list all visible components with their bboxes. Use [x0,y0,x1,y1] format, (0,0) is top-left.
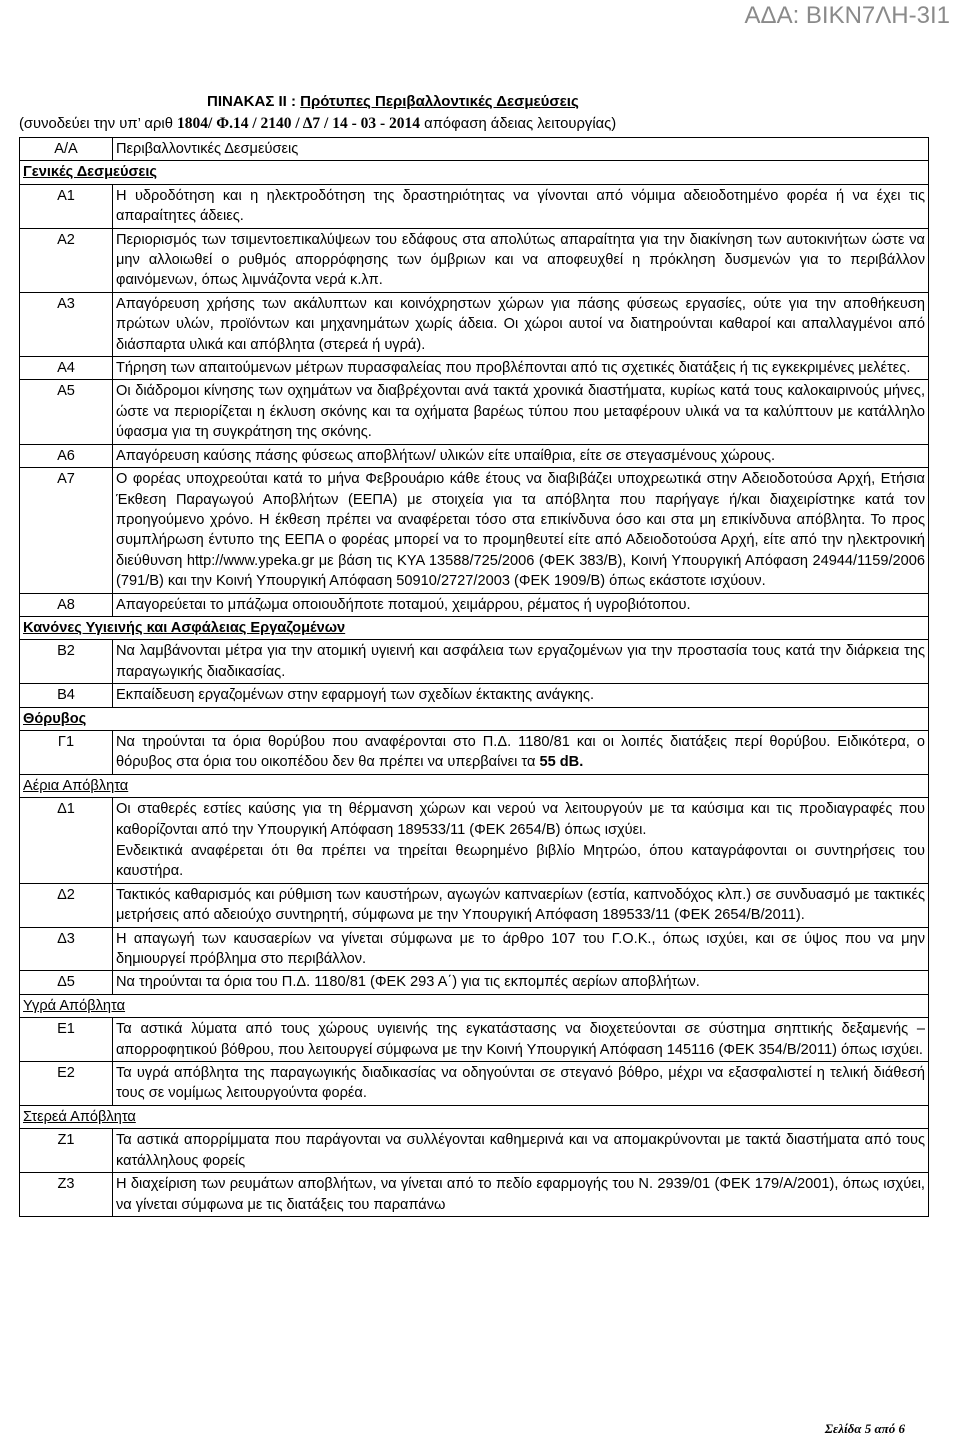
paragraph-text: Περιορισμός των τσιμεντοεπικαλύψεων του εδάφους στα απολύτως απαραίτητα για την διακίνηση των αυτοκινήτων ώστε να μην αλλοιωθεί ο ρυθμός απορρόφησης των όμβριων και να αποφευχθεί η πρόκληση δυσμενών για το περιβάλλον φαινόμενων, όπως λιμνάζοντα νερά κ.λπ. [116,231,925,289]
commitments-table [19,137,929,1217]
paragraph-text: Να τηρούνται τα όρια του Π.Δ. 1180/81 (ΦΕΚ 293 Α΄) για τις εκπομπές αερίων αποβλήτων. [116,974,700,991]
commitment-text [113,1129,929,1173]
commitment-code: Α1 [20,184,113,228]
commitment-code: Α2 [20,228,113,292]
commitment-text [113,1173,929,1217]
commitment-paragraph [116,799,925,840]
commitment-paragraph [116,1130,925,1171]
noise-limit-value: 55 dB. [539,754,584,771]
document-title [207,92,579,112]
table-row [20,971,929,994]
section-row [20,994,929,1017]
commitment-code: Β4 [20,684,113,707]
table-body [20,138,929,1217]
title-main: Πρότυπες Περιβαλλοντικές Δεσμεύσεις [300,93,579,110]
paragraph-text: Τα υγρά απόβλητα της παραγωγικής διαδικασίας να οδηγούνται σε στεγανό βόθρο, μέχρι να εξασφαλιστεί η τελική διάθεσή τους σε νομίμως λειτουργούντα φορέα. [116,1065,925,1102]
table-row [20,593,929,616]
table-row [20,292,929,356]
commitment-code: Γ1 [20,730,113,774]
commitment-text [113,444,929,467]
table-row [20,684,929,707]
commitment-paragraph [116,972,925,992]
commitment-text [113,593,929,616]
commitment-code: Δ5 [20,971,113,994]
commitment-paragraph [116,1174,925,1215]
title-prefix: ΠΙΝΑΚΑΣ ΙΙ : [207,93,301,110]
commitment-text [113,883,929,927]
commitment-code: Ε2 [20,1062,113,1106]
commitment-code: Ζ1 [20,1129,113,1173]
commitment-paragraph [116,685,925,705]
section-row [20,161,929,184]
commitment-text [113,730,929,774]
commitment-code: Δ1 [20,798,113,884]
section-title: Αέρια Απόβλητα [20,774,929,797]
paragraph-text: Απαγορεύεται το μπάζωμα οποιουδήποτε ποταμού, χειμάρρου, ρέματος ή υγροβιότοπου. [116,596,691,613]
paragraph-text: Απαγόρευση καύσης πάσης φύσεως αποβλήτων/ υλικών είτε υπαίθρια, είτε σε στεγασμένους χώρους. [116,447,776,464]
paragraph-text: Η διαχείριση των ρευμάτων αποβλήτων, να γίνεται από το πεδίο εφαρμογής του Ν. 2939/01 (ΦΕΚ 179/Α/2001), όπως ισχύει, να γίνεται σύμφωνα με τις διατάξεις του παραπάνω [116,1176,925,1213]
section-row [20,1105,929,1128]
commitment-paragraph [116,230,925,291]
section-title: Γενικές Δεσμεύσεις [20,161,929,184]
table-row [20,1018,929,1062]
paragraph-text: Να τηρούνται τα όρια θορύβου που αναφέρονται στο Π.Δ. 1180/81 και οι λοιπές διατάξεις περί θορύβου. Ειδικότερα, ο θόρυβος στα όρια του οικοπέδου δεν θα πρέπει να υπερβαίνει τα [116,733,925,771]
paragraph-text: Τα αστικά λύματα από τους χώρους υγιεινής της εγκατάστασης να διοχετεύονται σε σύστημα σηπτικής δεξαμενής – απορροφητικού βόθρου, που λειτουργεί σύμφωνα με την Κοινή Υπουργική Απόφαση 145116 (ΦΕΚ 354/Β/2011) όπως ισχύει. [116,1021,925,1058]
subtitle-end: απόφαση άδειας λειτουργίας) [420,116,617,132]
commitment-text [113,1062,929,1106]
commitment-paragraph [116,732,925,773]
paragraph-text: Ο φορέας υποχρεούται κατά το μήνα Φεβρουάριο κάθε έτους να διαβιβάζει υποχρεωτικά στην Αδειοδοτούσα Αρχή, Ετήσια Έκθεση Παραγωγού Αποβλήτων (ΕΕΠΑ) με στοιχεία για τα απόβλητα που παρήγαγε ή/και διαχειρίστηκε κατά τον προηγούμενο χρόνο. Η έκθεση πρέπει να αναφέρεται τόσο στα επικίνδυνα όσο και στα μη επικίνδυνα απόβλητα. Το προς συμπλήρωση έντυπο της ΕΕΠΑ ο φορέας μπορεί να το προμηθευτεί είτε από Αδειοδοτούσα Αρχή, είτε από την ηλεκτρονική διεύθυνση http://www.ypeka.gr με βάση τις ΚΥΑ 13588/725/2006 (ΦΕΚ 383/Β), Κοινή Υπουργική Απόφαση 24944/1159/2006 (791/Β) και την Κοινή Υπουργική Απόφαση 50910/2727/2003 (ΦΕΚ 1909/Β) όπως εκάστοτε ισχύουν. [116,471,925,590]
commitment-code: Δ3 [20,927,113,971]
paragraph-text: Η απαγωγή των καυσαερίων να γίνεται σύμφωνα με το άρθρο 107 του Γ.Ο.Κ., όπως ισχύει, και σε ύψος που να μην δημιουργεί πρόβλημα στο περιβάλλον. [116,930,925,968]
paragraph-text: Οι διάδρομοι κίνησης των οχημάτων να διαβρέχονται ανά τακτά χρονικά διαστήματα, κυρίως κατά τους καλοκαιρινούς μήνες, ώστε να περιορίζεται η έκλυση σκόνης και τα οχήματα βαρέως τύπου που μεταφέρουν υλικά να τα καλύπτουν με κατάλληλο ύφασμα για τη συγκράτηση της σκόνης. [116,383,925,441]
paragraph-text: Να λαμβάνονται μέτρα για την ατομική υγιεινή και ασφάλεια των εργαζομένων για την προστασία τους κατά την διάρκεια της παραγωγικής διαδικασίας. [116,643,925,680]
header-code-cell: Α/Α [20,138,113,161]
page-number: Σελίδα 5 από 6 [824,1421,905,1436]
commitment-paragraph [116,469,925,591]
commitment-text [113,927,929,971]
paragraph-text: Οι σταθερές εστίες καύσης για τη θέρμανση χώρων και νερού να λειτουργούν με τα καύσιμα και τις προδιαγραφές που καθορίζονται από την Υπουργική Απόφαση 189533/11 (ΦΕΚ 2654/Β) όπως ισχύει. [116,801,925,838]
subtitle-start: (συνοδεύει την υπ’ αριθ [19,116,178,132]
commitment-text [113,184,929,228]
table-row [20,380,929,444]
table-header-row [20,138,929,161]
commitment-code: Α7 [20,468,113,593]
paragraph-text: Εκπαίδευση εργαζομένων στην εφαρμογή των σχεδίων έκτακτης ανάγκης. [116,687,594,704]
section-row [20,616,929,639]
commitment-paragraph [116,294,925,355]
commitment-text [113,640,929,684]
commitment-text [113,1018,929,1062]
section-title: Στερεά Απόβλητα [20,1105,929,1128]
commitment-code: Ζ3 [20,1173,113,1217]
table-row [20,184,929,228]
commitment-code: Β2 [20,640,113,684]
commitment-text [113,228,929,292]
table-row [20,640,929,684]
section-row [20,707,929,730]
header-text-cell: Περιβαλλοντικές Δεσμεύσεις [113,138,929,161]
commitment-code: Α8 [20,593,113,616]
table-row [20,730,929,774]
commitment-text [113,971,929,994]
paragraph-text: Τα αστικά απορρίμματα που παράγονται να συλλέγονται καθημερινά και να απομακρύνονται με τακτά διαστήματα από τους κατάλληλους φορείς [116,1132,925,1169]
table-row [20,1173,929,1217]
table-row [20,1062,929,1106]
commitment-paragraph [116,841,925,882]
commitment-text [113,357,929,380]
commitment-text [113,468,929,593]
commitment-code: Ε1 [20,1018,113,1062]
commitment-code: Α5 [20,380,113,444]
commitment-paragraph [116,885,925,926]
table-row [20,927,929,971]
table-row [20,468,929,593]
commitment-text [113,380,929,444]
commitment-paragraph [116,595,925,615]
commitment-paragraph [116,929,925,970]
paragraph-text: Ενδεικτικά αναφέρεται ότι θα πρέπει να τηρείται θεωρημένο βιβλίο Μητρώο, όπου καταγράφονται οι συντηρήσεις του καυστήρα. [116,843,925,880]
decision-number: 1804/ Φ.14 / 2140 / Δ7 / 14 - 03 - 2014 [177,115,421,132]
commitment-paragraph [116,446,925,466]
section-title: Θόρυβος [20,707,929,730]
commitment-text [113,684,929,707]
table-row [20,444,929,467]
commitment-code: Δ2 [20,883,113,927]
paragraph-text: Απαγόρευση χρήσης των ακάλυπτων και κοινόχρηστων χώρων για πάσης φύσεως εργασίες, ούτε για την αποθήκευση πρώτων υλών, προϊόντων και μηχανημάτων χωρίς άδεια. Οι χώροι αυτοί να διατηρούνται καθαροί και απαλλαγμένοι από διάσπαρτα υλικά και απόβλητα (στερεά ή υγρά). [116,295,925,353]
paragraph-text: Τακτικός καθαρισμός και ρύθμιση των καυστήρων, αγωγών καπναερίων (εστία, καπνοδόχος κλπ.) σε συνδυασμό με τακτικές μετρήσεις από αδειούχο συντηρητή, σύμφωνα με την Υπουργική Απόφαση 189533/11 (ΦΕΚ 2654/Β/2011). [116,886,925,924]
ada-code: ΑΔΑ: ΒΙΚΝ7ΛΗ-3Ι1 [744,2,950,29]
commitment-paragraph [116,358,925,378]
table-row [20,228,929,292]
paragraph-text: Τήρηση των απαιτούμενων μέτρων πυρασφαλείας που προβλέπονται από τις σχετικές διατάξεις ή τις εγκεκριμένες μελέτες. [116,360,911,377]
table-row [20,1129,929,1173]
commitment-paragraph [116,186,925,227]
document-subtitle [19,114,616,134]
commitment-text [113,292,929,356]
table-row [20,883,929,927]
commitment-paragraph [116,1019,925,1060]
section-row [20,774,929,797]
commitment-code: Α6 [20,444,113,467]
paragraph-text: Η υδροδότηση και η ηλεκτροδότηση της δραστηριότητας να γίνονται από νόμιμα αδειοδοτημένο φορέα ή να έχει τις απαραίτητες άδειες. [116,187,925,225]
commitment-text [113,798,929,884]
commitment-paragraph [116,381,925,442]
table-row [20,798,929,884]
commitment-paragraph [116,641,925,682]
section-title: Κανόνες Υγιεινής και Ασφάλειας Εργαζομένων [20,616,929,639]
commitment-code: Α3 [20,292,113,356]
commitment-code: Α4 [20,357,113,380]
commitment-paragraph [116,1063,925,1104]
section-title: Υγρά Απόβλητα [20,994,929,1017]
table-row [20,357,929,380]
